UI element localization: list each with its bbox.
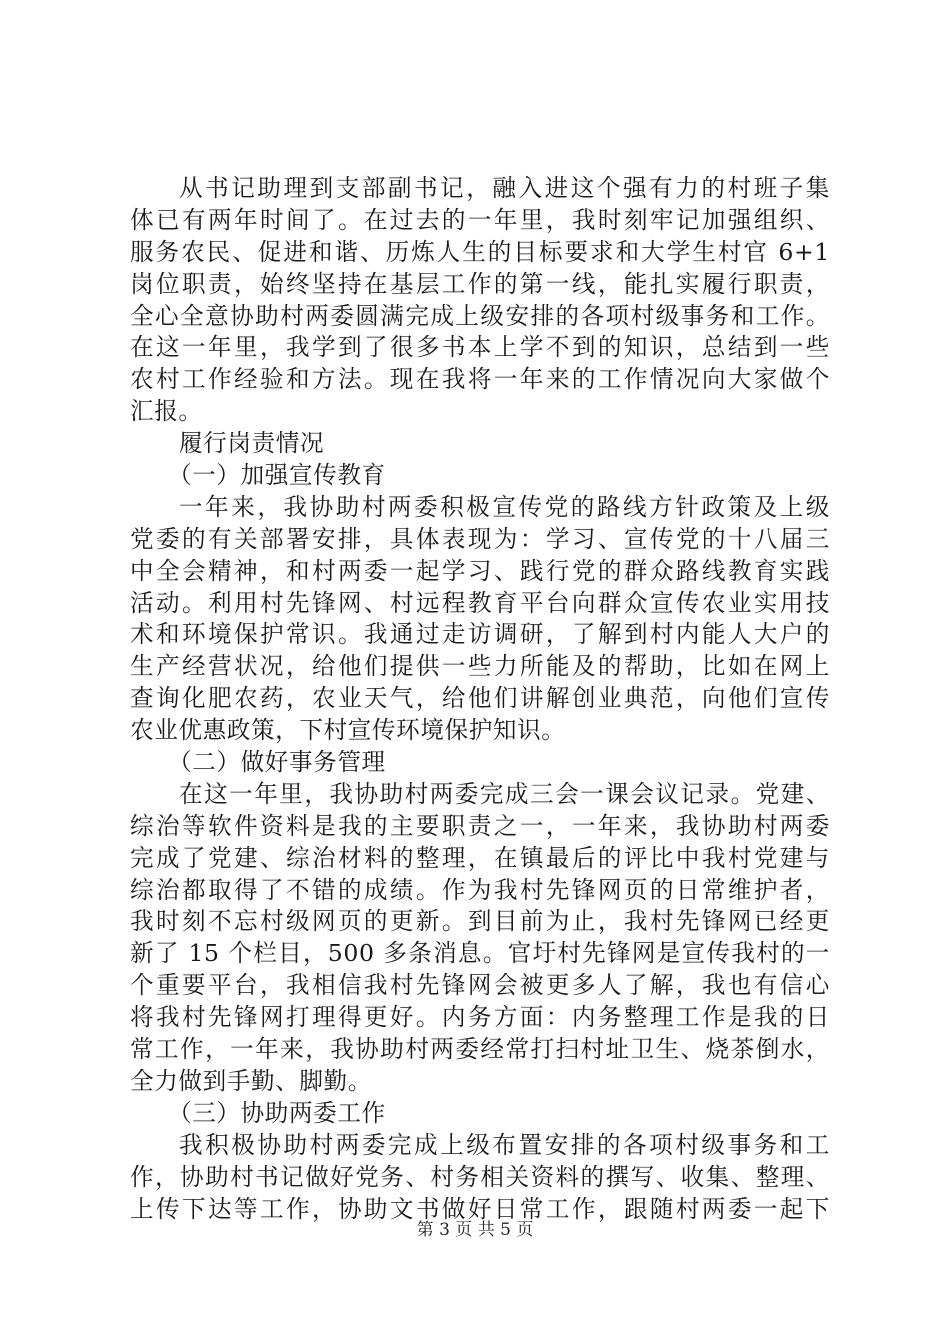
document-body [130, 173, 830, 1225]
text-line: 全心全意协助村两委圆满完成上级安排的各项村级事务和工作。 [130, 301, 830, 330]
text-line: 在这一年里，我学到了很多书本上学不到的知识，总结到一些 [130, 333, 830, 362]
page-footer: 第 3 页 共 5 页 [416, 1220, 534, 1240]
text-line: （三）协助两委工作 [168, 1098, 386, 1127]
text-line: 全力做到手勤、脚勤。 [130, 1066, 372, 1095]
text-line: 从书记助理到支部副书记，融入进这个强有力的村班子集 [179, 174, 830, 202]
text-line: 岗位职责，始终坚持在基层工作的第一线，能扎实履行职责， [130, 269, 830, 298]
text-line: 上传下达等工作，协助文书做好日常工作，跟随村两委一起下 [130, 1194, 830, 1223]
text-line: 我积极协助村两委完成上级布置安排的各项村级事务和工 [179, 1130, 830, 1159]
text-line: 新了 15 个栏目，500 多条消息。官圩村先锋网是宣传我村的一 [130, 939, 830, 968]
text-line: 生产经营状况，给他们提供一些力所能及的帮助，比如在网上 [130, 652, 830, 681]
text-line: 一年来，我协助村两委积极宣传党的路线方针政策及上级 [179, 492, 830, 521]
text-line: 查询化肥农药，农业天气，给他们讲解创业典范，向他们宣传 [130, 684, 830, 713]
text-line: 术和环境保护常识。我通过走访调研，了解到村内能人大户的 [130, 620, 830, 649]
text-line: 汇报。 [130, 397, 203, 426]
text-line: 党委的有关部署安排，具体表现为：学习、宣传党的十八届三 [130, 524, 830, 553]
text-line: 我时刻不忘村级网页的更新。到目前为止，我村先锋网已经更 [130, 907, 830, 936]
text-line: 活动。利用村先锋网、村远程教育平台向群众宣传农业实用技 [130, 588, 830, 617]
text-line: 完成了党建、综治材料的整理，在镇最后的评比中我村党建与 [130, 843, 830, 872]
text-line: （二）做好事务管理 [168, 748, 386, 777]
text-line: （一）加强宣传教育 [168, 461, 386, 490]
text-line: 履行岗责情况 [179, 429, 325, 458]
text-line: 将我村先锋网打理得更好。内务方面：内务整理工作是我的日 [130, 1003, 830, 1032]
text-line: 常工作，一年来，我协助村两委经常打扫村址卫生、烧茶倒水， [130, 1035, 830, 1064]
text-line: 中全会精神，和村两委一起学习、践行党的群众路线教育实践 [130, 556, 830, 585]
text-line: 个重要平台，我相信我村先锋网会被更多人了解，我也有信心 [130, 971, 830, 1000]
text-line: 农村工作经验和方法。现在我将一年来的工作情况向大家做个 [130, 365, 830, 394]
text-line: 综治等软件资料是我的主要职责之一，一年来，我协助村两委 [130, 811, 830, 840]
text-line: 综治都取得了不错的成绩。作为我村先锋网页的日常维护者， [130, 875, 830, 904]
text-line: 在这一年里，我协助村两委完成三会一课会议记录。党建、 [179, 779, 830, 808]
text-line: 服务农民、促进和谐、历炼人生的目标要求和大学生村官 6+1 [130, 237, 830, 266]
text-line: 农业优惠政策，下村宣传环境保护知识。 [130, 716, 566, 745]
text-line: 作，协助村书记做好党务、村务相关资料的撰写、收集、整理、 [130, 1162, 830, 1191]
text-line: 体已有两年时间了。在过去的一年里，我时刻牢记加强组织、 [130, 205, 830, 234]
